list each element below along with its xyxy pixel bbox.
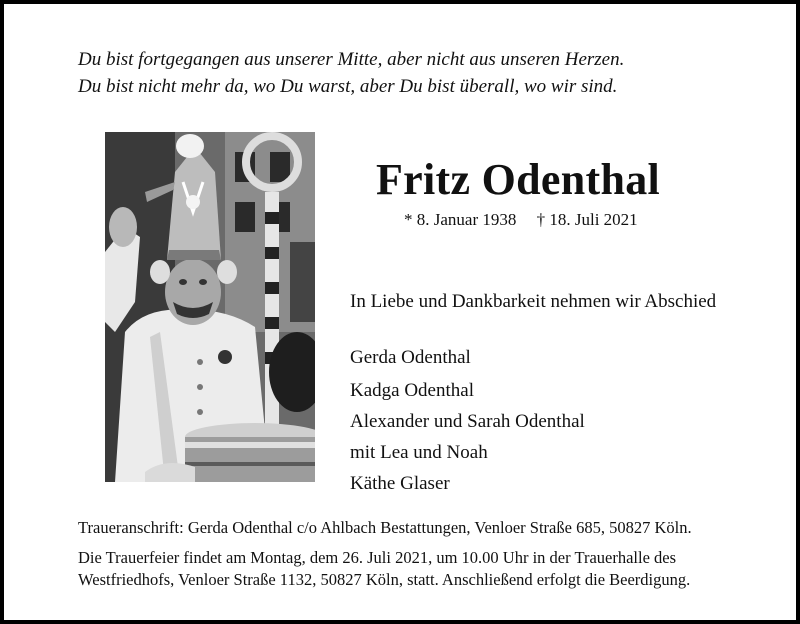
portrait-photo-drawing	[105, 132, 315, 482]
quote-line-1: Du bist fortgegangen aus unserer Mitte, aber nicht aus unseren Herzen.	[78, 49, 625, 70]
mourner-item: Gerda Odenthal	[350, 347, 471, 368]
service-line-1: Die Trauerfeier findet am Montag, dem 26. Juli 2021, um 10.00 Uhr in der Trauerhalle des	[78, 548, 677, 567]
mourner-item: Kadga Odenthal	[350, 380, 474, 401]
quote-line-2: Du bist nicht mehr da, wo Du warst, aber Du bist überall, wo wir sind.	[78, 76, 618, 97]
mourner-item: Käthe Glaser	[350, 473, 450, 494]
mourner-item: mit Lea und Noah	[350, 442, 488, 463]
birth-date: * 8. Januar 1938	[404, 210, 517, 229]
mourners-list	[350, 342, 585, 499]
deceased-name: Fritz Odenthal	[376, 155, 661, 204]
funeral-service-notice	[78, 547, 690, 591]
portrait-photo	[105, 132, 315, 482]
service-line-2: Westfriedhofs, Venloer Straße 1132, 50827 Köln, statt. Anschließend erfolgt die Beerdigung.	[78, 570, 691, 589]
life-dates	[404, 209, 638, 231]
death-date: † 18. Juli 2021	[536, 210, 638, 229]
mourner-item: Alexander und Sarah Odenthal	[350, 411, 585, 432]
farewell-text: In Liebe und Dankbarkeit nehmen wir Abschied	[350, 291, 717, 312]
memorial-quote	[78, 46, 624, 100]
mourning-address: Traueranschrift: Gerda Odenthal c/o Ahlbach Bestattungen, Venloer Straße 685, 50827 Köln.	[78, 518, 692, 537]
